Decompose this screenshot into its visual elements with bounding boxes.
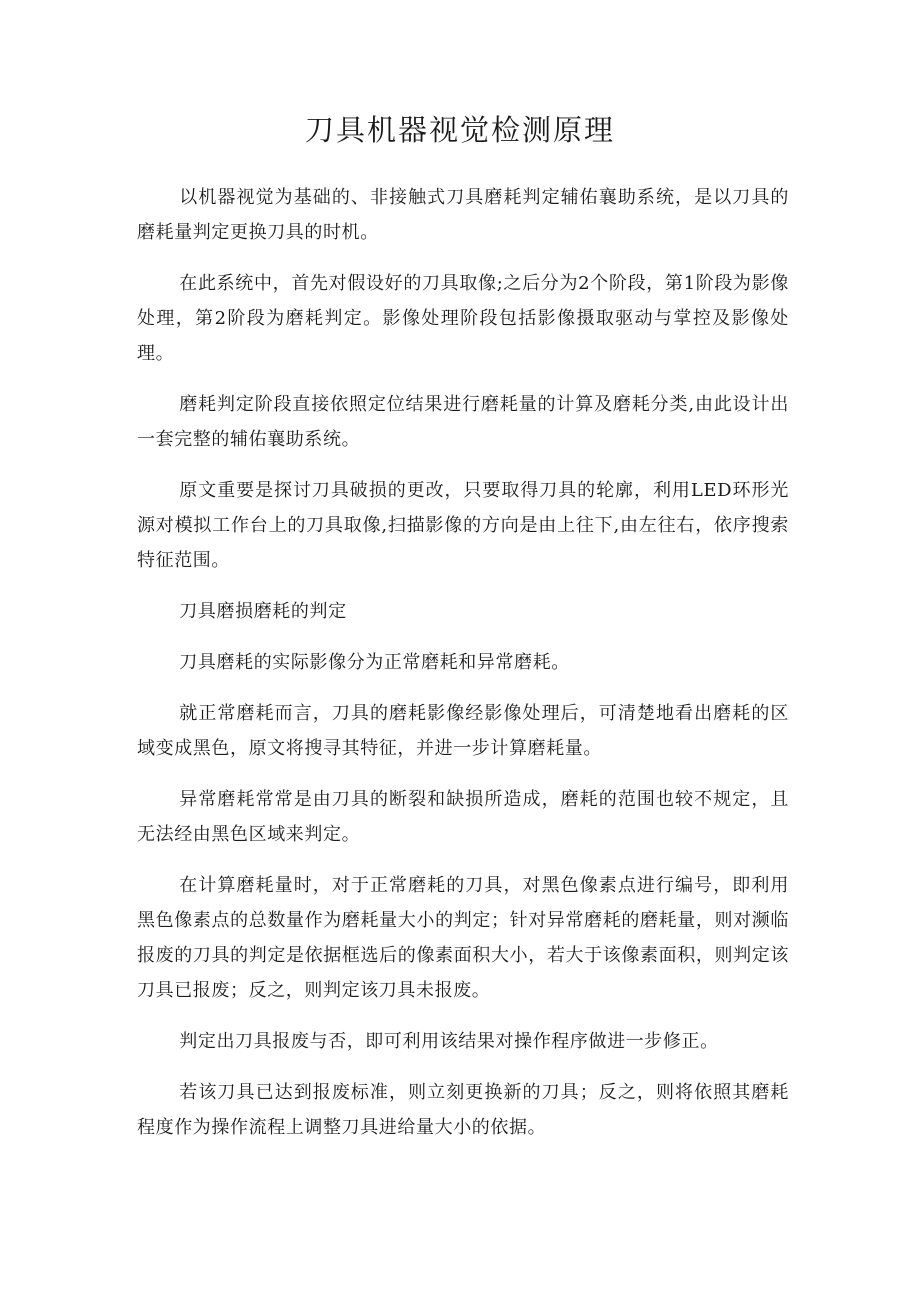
paragraph-system-stages: 在此系统中，首先对假设好的刀具取像;之后分为2个阶段，第1阶段为影像处理，第2阶段为磨耗判定。影像处理阶段包括影像摄取驱动与掌控及影像处理。 <box>137 273 789 364</box>
paragraph-abnormal-wear: 异常磨耗常常是由刀具的断裂和缺损所造成，磨耗的范围也较不规定，且无法经由黑色区域来判定。 <box>137 789 789 845</box>
document-title: 刀具机器视觉检测原理 <box>304 113 615 147</box>
section-heading-wear-judgment: 刀具磨损磨耗的判定 <box>179 601 347 622</box>
paragraph-intro: 以机器视觉为基础的、非接触式刀具磨耗判定辅佑襄助系统，是以刀具的磨耗量判定更换刀具的时机。 <box>137 187 789 243</box>
paragraph-replacement: 若该刀具已达到报废标准，则立刻更换新的刀具；反之，则将依照其磨耗程度作为操作流程上调整刀具进给量大小的依据。 <box>137 1082 789 1138</box>
document-body <box>137 180 789 1161</box>
paragraph-wear-types: 刀具磨耗的实际影像分为正常磨耗和异常磨耗。 <box>179 652 570 673</box>
paragraph-normal-wear: 就正常磨耗而言，刀具的磨耗影像经影像处理后，可清楚地看出磨耗的区域变成黑色，原文将搜寻其特征，并进一步计算磨耗量。 <box>137 703 789 759</box>
paragraph-scrap-decision: 判定出刀具报废与否，即可利用该结果对操作程序做进一步修正。 <box>179 1031 719 1052</box>
paragraph-wear-judgment-stage: 磨耗判定阶段直接依照定位结果进行磨耗量的计算及磨耗分类,由此设计出一套完整的辅佑襄助系统。 <box>137 394 789 450</box>
paragraph-wear-calculation: 在计算磨耗量时，对于正常磨耗的刀具，对黑色像素点进行编号，即利用黑色像素点的总数量作为磨耗量大小的判定；针对异常磨耗的磨耗量，则对濒临报废的刀具的判定是依据框选后的像素面积大小，若大于该像素面积，则判定该刀具已报废；反之，则判定该刀具未报废。 <box>137 875 789 1001</box>
paragraph-led-imaging: 原文重要是探讨刀具破损的更改，只要取得刀具的轮廓，利用LED环形光源对模拟工作台上的刀具取像,扫描影像的方向是由上往下,由左往右，依序搜索特征范围。 <box>137 480 789 571</box>
